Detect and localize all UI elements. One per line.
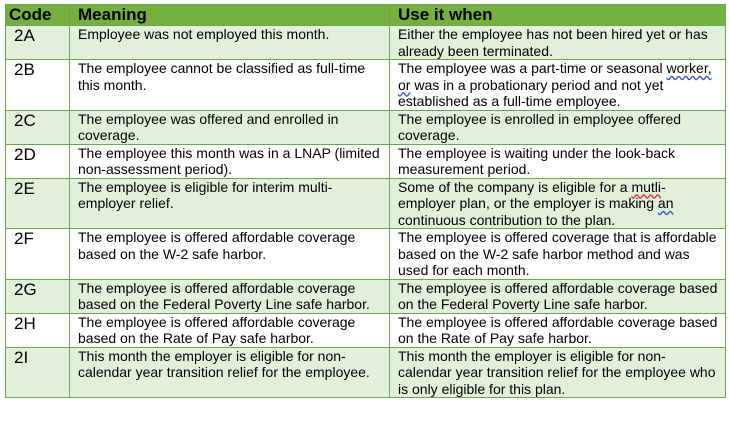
- cell-use-when: The employee is offered coverage that is affordable based on the W-2 safe harbor method and was used for each month.: [390, 229, 726, 280]
- table-header-row: [6, 5, 726, 26]
- text-run: Some of the company is eligible for a: [398, 178, 632, 195]
- table-row: [6, 178, 726, 229]
- table-row: [6, 347, 726, 398]
- header-meaning: Meaning: [70, 5, 390, 26]
- table-row: [6, 110, 726, 144]
- cell-code: 2A: [6, 26, 70, 60]
- cell-use-when: Either the employee has not been hired yet or has already been terminated.: [390, 26, 726, 60]
- grammar-flagged-text: an: [657, 195, 674, 211]
- cell-use-when: [390, 60, 726, 111]
- cell-use-when: The employee is waiting under the look-back measurement period.: [390, 144, 726, 178]
- table-row: [6, 313, 726, 347]
- cell-meaning: The employee is offered affordable coverage based on the Federal Poverty Line safe harbor.: [70, 279, 390, 313]
- table-row: [6, 229, 726, 280]
- cell-code: 2C: [6, 110, 70, 144]
- text-run: continuous contribution to the plan.: [398, 211, 616, 228]
- text-run: -employer plan, or the employer is making: [398, 178, 666, 211]
- cell-meaning: The employee is eligible for interim multi-employer relief.: [70, 178, 390, 229]
- header-code: Code: [6, 5, 70, 26]
- cell-code: 2I: [6, 347, 70, 398]
- cell-use-when: This month the employer is eligible for non-calendar year transition relief for the employee who is only eligible for this plan.: [390, 347, 726, 398]
- cell-meaning: Employee was not employed this month.: [70, 26, 390, 60]
- cell-code: 2H: [6, 313, 70, 347]
- cell-use-when: The employee is offered affordable coverage based on the Federal Poverty Line safe harbor.: [390, 279, 726, 313]
- cell-use-when: The employee is enrolled in employee offered coverage.: [390, 110, 726, 144]
- grammar-flagged-text: worker, or: [398, 60, 712, 93]
- spelling-flagged-text: mutli: [631, 178, 662, 195]
- cell-meaning: This month the employer is eligible for non-calendar year transition relief for the employee.: [70, 347, 390, 398]
- cell-use-when: The employee is offered affordable coverage based on the Rate of Pay safe harbor.: [390, 313, 726, 347]
- cell-meaning: The employee is offered affordable coverage based on the W-2 safe harbor.: [70, 229, 390, 280]
- cell-meaning: The employee was offered and enrolled in coverage.: [70, 110, 390, 144]
- cell-code: 2E: [6, 178, 70, 229]
- code-table: [5, 4, 726, 398]
- text-run: The employee was a part-time or seasonal: [398, 60, 667, 76]
- cell-meaning: The employee cannot be classified as full-time this month.: [70, 60, 390, 111]
- cell-code: 2F: [6, 229, 70, 280]
- cell-meaning: The employee this month was in a LNAP (limited non-assessment period).: [70, 144, 390, 178]
- table-row: [6, 60, 726, 111]
- text-run: was in a probationary period and not yet established as a full-time employee.: [398, 76, 664, 109]
- cell-code: 2D: [6, 144, 70, 178]
- table-row: [6, 26, 726, 60]
- cell-meaning: The employee is offered affordable coverage based on the Rate of Pay safe harbor.: [70, 313, 390, 347]
- table-row: [6, 144, 726, 178]
- cell-use-when: [390, 178, 726, 229]
- cell-code: 2B: [6, 60, 70, 111]
- table-row: [6, 279, 726, 313]
- cell-code: 2G: [6, 279, 70, 313]
- header-use-when: Use it when: [390, 5, 726, 26]
